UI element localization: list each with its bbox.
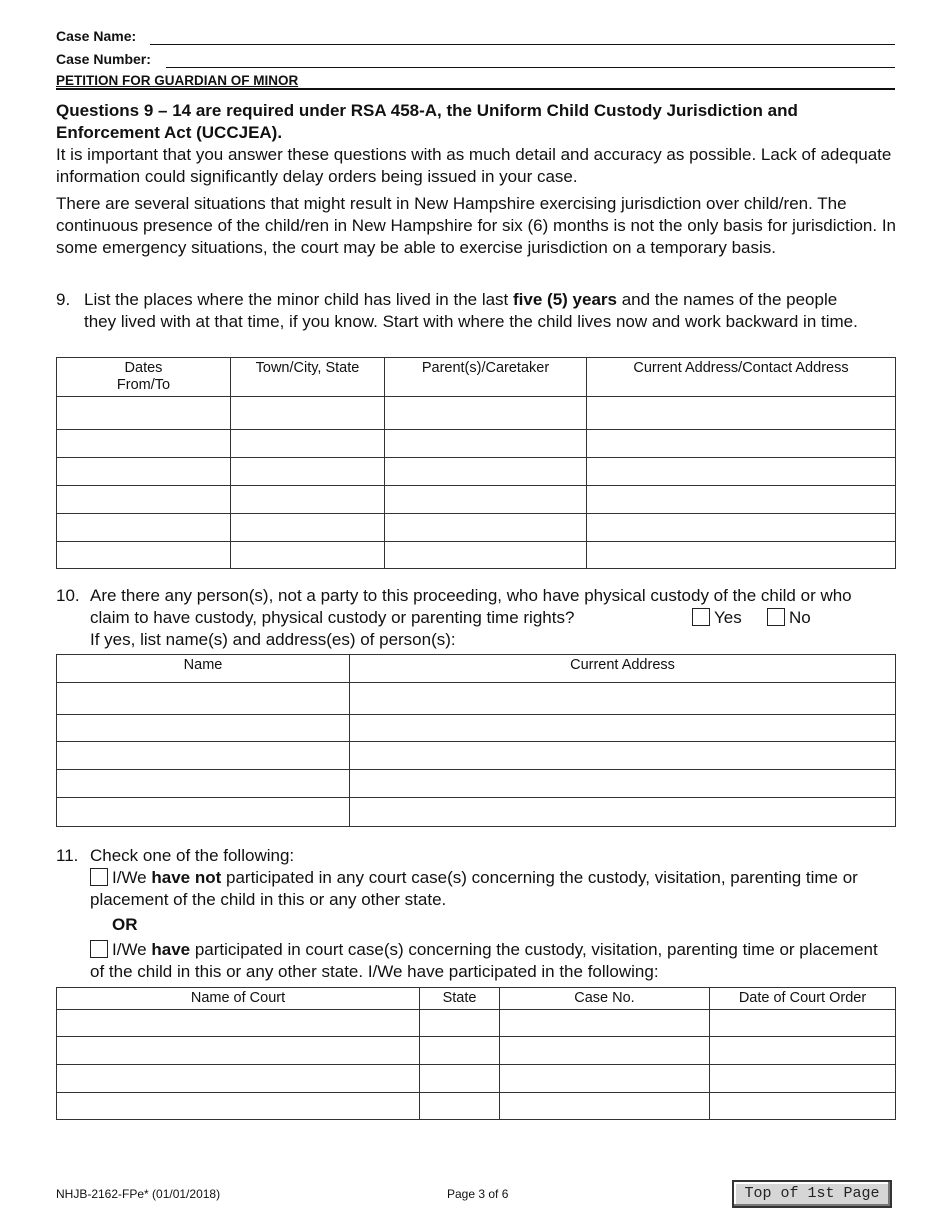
table-cell[interactable] [57,715,350,742]
table-row [57,1010,896,1037]
q11-option-have-not: I/We have not participated in any court case(s) concerning the custody, visitation, parenting time or placement of the child in this or any other state. [90,868,858,909]
table-cell[interactable] [500,1093,710,1120]
table-cell[interactable] [57,1037,420,1065]
top-of-first-page-button[interactable]: Top of 1st Page [732,1180,892,1208]
table-cell[interactable] [587,458,896,486]
table-row [57,1093,896,1120]
table-cell[interactable] [57,514,231,542]
q9-question: List the places where the minor child has lived in the last five (5) years and the names of the people they lived with at that time, if you know. Start with where the child lives now and work backward in time. [84,290,858,331]
table-cell[interactable] [500,1065,710,1093]
table-cell[interactable] [350,770,896,798]
table-row [57,715,896,742]
table-row [57,742,896,770]
table-cell[interactable] [420,1037,500,1065]
table-row [57,514,896,542]
table-row [57,397,896,430]
table-cell[interactable] [231,430,385,458]
column-header-case-no: Case No. [500,988,710,1010]
column-header-address: Current Address/Contact Address [587,358,896,397]
table-cell[interactable] [231,397,385,430]
or-label: OR [112,915,138,934]
table-cell[interactable] [587,514,896,542]
page-number: Page 3 of 6 [447,1187,509,1201]
column-header-order-date: Date of Court Order [710,988,896,1010]
table-cell[interactable] [57,430,231,458]
q10-question: Are there any person(s), not a party to this proceeding, who have physical custody of the child or who claim to have custody, physical custody or parenting time rights? [90,586,852,627]
column-header-state: State [420,988,500,1010]
table-cell[interactable] [710,1010,896,1037]
table-cell[interactable] [500,1037,710,1065]
table-cell[interactable] [57,486,231,514]
table-cell[interactable] [385,514,587,542]
table-cell[interactable] [385,397,587,430]
q10-number: 10. [56,586,80,605]
table-cell[interactable] [587,542,896,569]
table-row [57,770,896,798]
table-cell[interactable] [57,798,350,827]
title-divider [56,88,895,90]
table-cell[interactable] [231,486,385,514]
form-title: PETITION FOR GUARDIAN OF MINOR [56,73,299,88]
table-row [57,430,896,458]
column-header-court: Name of Court [57,988,420,1010]
table-row [57,798,896,827]
case-name-field[interactable] [150,29,895,45]
table-cell[interactable] [350,742,896,770]
table-cell[interactable] [587,486,896,514]
residence-history-table [56,357,896,569]
q10-yes-option[interactable]: Yes [692,607,742,629]
case-number-field[interactable] [166,52,895,68]
table-cell[interactable] [420,1065,500,1093]
table-cell[interactable] [57,397,231,430]
table-row [57,1037,896,1065]
custody-persons-table [56,654,896,827]
table-row [57,458,896,486]
table-cell[interactable] [385,458,587,486]
q11-option-have: I/We have participated in court case(s) concerning the custody, visitation, parenting time or placement of the child in this or any other state. I/We have participated in the following: [90,940,878,981]
table-row [57,1065,896,1093]
table-cell[interactable] [420,1010,500,1037]
table-cell[interactable] [57,1093,420,1120]
q11-intro: Check one of the following: [90,846,295,865]
table-cell[interactable] [385,486,587,514]
table-cell[interactable] [385,430,587,458]
intro-paragraph-2: There are several situations that might result in New Hampshire exercising jurisdiction over child/ren. The continuous presence of the child/ren in New Hampshire for six (6) months is not the only basis for jurisdiction. In some emergency situations, the court may be able to exercise jurisdiction on a temporary basis. [56,194,897,257]
case-name-label: Case Name: [56,28,137,44]
table-row [57,683,896,715]
table-cell[interactable] [500,1010,710,1037]
table-cell[interactable] [231,542,385,569]
table-cell[interactable] [385,542,587,569]
table-cell[interactable] [350,715,896,742]
no-checkbox[interactable] [767,608,785,626]
table-cell[interactable] [57,683,350,715]
table-cell[interactable] [350,798,896,827]
column-header-town: Town/City, State [231,358,385,397]
column-header-current-address: Current Address [350,655,896,683]
table-cell[interactable] [710,1037,896,1065]
table-cell[interactable] [587,430,896,458]
table-cell[interactable] [231,458,385,486]
table-cell[interactable] [710,1065,896,1093]
column-header-dates: Dates From/To [57,358,231,397]
table-row [57,486,896,514]
have-checkbox[interactable] [90,940,108,958]
q9-number: 9. [56,290,71,309]
table-cell[interactable] [57,458,231,486]
table-cell[interactable] [420,1093,500,1120]
table-cell[interactable] [57,1065,420,1093]
q11-number: 11. [56,846,79,865]
column-header-caretaker: Parent(s)/Caretaker [385,358,587,397]
table-cell[interactable] [231,514,385,542]
table-cell[interactable] [57,542,231,569]
table-cell[interactable] [350,683,896,715]
form-id: NHJB-2162-FPe* (01/01/2018) [56,1187,221,1201]
court-cases-table [56,987,896,1120]
q10-no-option[interactable]: No [767,607,811,629]
table-cell[interactable] [57,742,350,770]
table-cell[interactable] [57,1010,420,1037]
have-not-checkbox[interactable] [90,868,108,886]
q10-followup: If yes, list name(s) and address(es) of person(s): [90,630,456,649]
table-cell[interactable] [57,770,350,798]
uccjea-heading: Questions 9 – 14 are required under RSA 458-A, the Uniform Child Custody Jurisdiction and Enforcement Act (UCCJEA). [56,101,798,142]
intro-paragraph-1: It is important that you answer these questions with as much detail and accuracy as possible. Lack of adequate information could significantly delay orders being issued in your case. [56,145,892,186]
case-number-label: Case Number: [56,51,151,67]
yes-checkbox[interactable] [692,608,710,626]
table-cell[interactable] [710,1093,896,1120]
table-cell[interactable] [587,397,896,430]
column-header-name: Name [57,655,350,683]
table-row [57,542,896,569]
